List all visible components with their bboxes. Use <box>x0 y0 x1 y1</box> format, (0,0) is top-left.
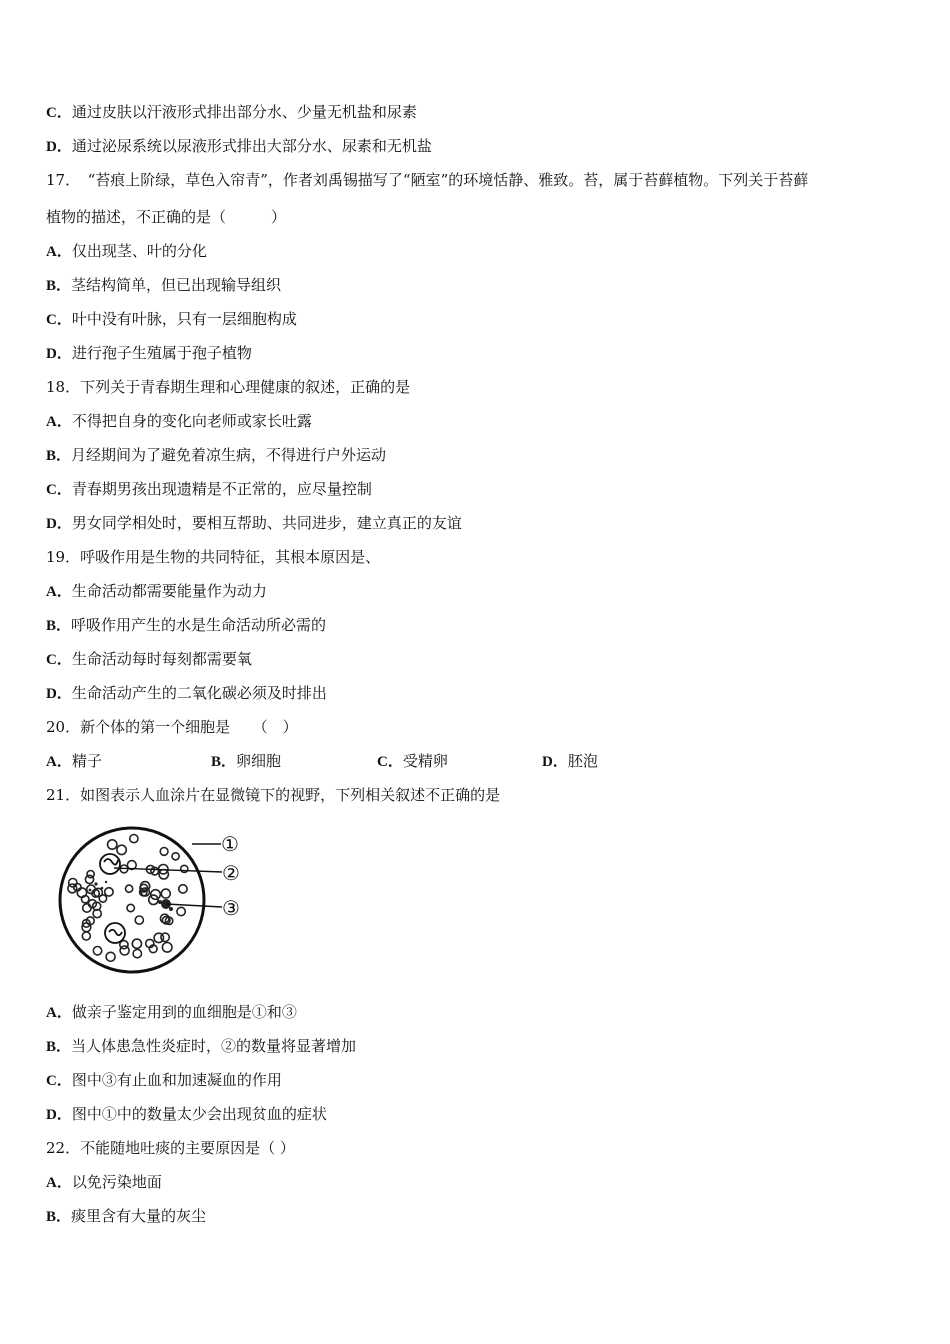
q21-option-a: A．做亲子鉴定用到的血细胞是①和③ <box>46 1003 297 1021</box>
q17-option-a: A．仅出现茎、叶的分化 <box>46 242 207 260</box>
q19-option-d: D．生命活动产生的二氧化碳必须及时排出 <box>46 684 327 702</box>
q22-option-b: B．痰里含有大量的灰尘 <box>46 1207 207 1225</box>
q19-stem: 19．呼吸作用是生物的共同特征，其根本原因是、 <box>46 548 381 566</box>
q18-option-a: A．不得把自身的变化向老师或家长吐露 <box>46 412 312 430</box>
q20-option-c: C．受精卵 <box>377 752 448 770</box>
figure-label-1: ① <box>221 832 239 856</box>
q22-option-a: A．以免污染地面 <box>46 1173 162 1191</box>
q22-stem: 22．不能随地吐痰的主要原因是（ ） <box>46 1139 295 1157</box>
q18-option-d: D．男女同学相处时，要相互帮助、共同进步，建立真正的友谊 <box>46 514 462 532</box>
q16-option-c: C．通过皮肤以汗液形式排出部分水、少量无机盐和尿素 <box>46 103 417 121</box>
q20-option-d: D．胚泡 <box>542 752 598 770</box>
q17-stem-line1: 17． “苔痕上阶绿，草色入帘青”，作者刘禹锡描写了“陋室”的环境恬静、雅致。苔，属于苔藓植物。下列关于苔藓 <box>46 171 809 189</box>
q18-stem: 18．下列关于青春期生理和心理健康的叙述，正确的是 <box>46 378 411 396</box>
q20-option-b: B．卵细胞 <box>211 752 282 770</box>
figure-label-2: ② <box>222 861 240 885</box>
q17-option-b: B．茎结构简单，但已出现输导组织 <box>46 276 282 294</box>
q19-option-a: A．生命活动都需要能量作为动力 <box>46 582 267 600</box>
q17-stem-line2: 植物的描述，不正确的是（ ） <box>46 208 287 226</box>
q18-option-b: B．月经期间为了避免着凉生病，不得进行户外运动 <box>46 446 387 464</box>
q17-option-c: C．叶中没有叶脉，只有一层细胞构成 <box>46 310 297 328</box>
q16-option-d: D．通过泌尿系统以尿液形式排出大部分水、尿素和无机盐 <box>46 137 432 155</box>
q17-option-d: D．进行孢子生殖属于孢子植物 <box>46 344 252 362</box>
q18-option-c: C．青春期男孩出现遗精是不正常的，应尽量控制 <box>46 480 372 498</box>
q20-stem: 20．新个体的第一个细胞是 （ ） <box>46 718 298 736</box>
q21-option-d: D．图中①中的数量太少会出现贫血的症状 <box>46 1105 327 1123</box>
figure-label-3: ③ <box>222 896 240 920</box>
q21-option-b: B．当人体患急性炎症时，②的数量将显著增加 <box>46 1037 357 1055</box>
q19-option-b: B．呼吸作用产生的水是生命活动所必需的 <box>46 616 327 634</box>
q21-stem: 21．如图表示人血涂片在显微镜下的视野，下列相关叙述不正确的是 <box>46 786 501 804</box>
q20-option-a: A．精子 <box>46 752 102 770</box>
q21-option-c: C．图中③有止血和加速凝血的作用 <box>46 1071 282 1089</box>
blood-smear-figure <box>58 818 258 983</box>
q19-option-c: C．生命活动每时每刻都需要氧 <box>46 650 252 668</box>
